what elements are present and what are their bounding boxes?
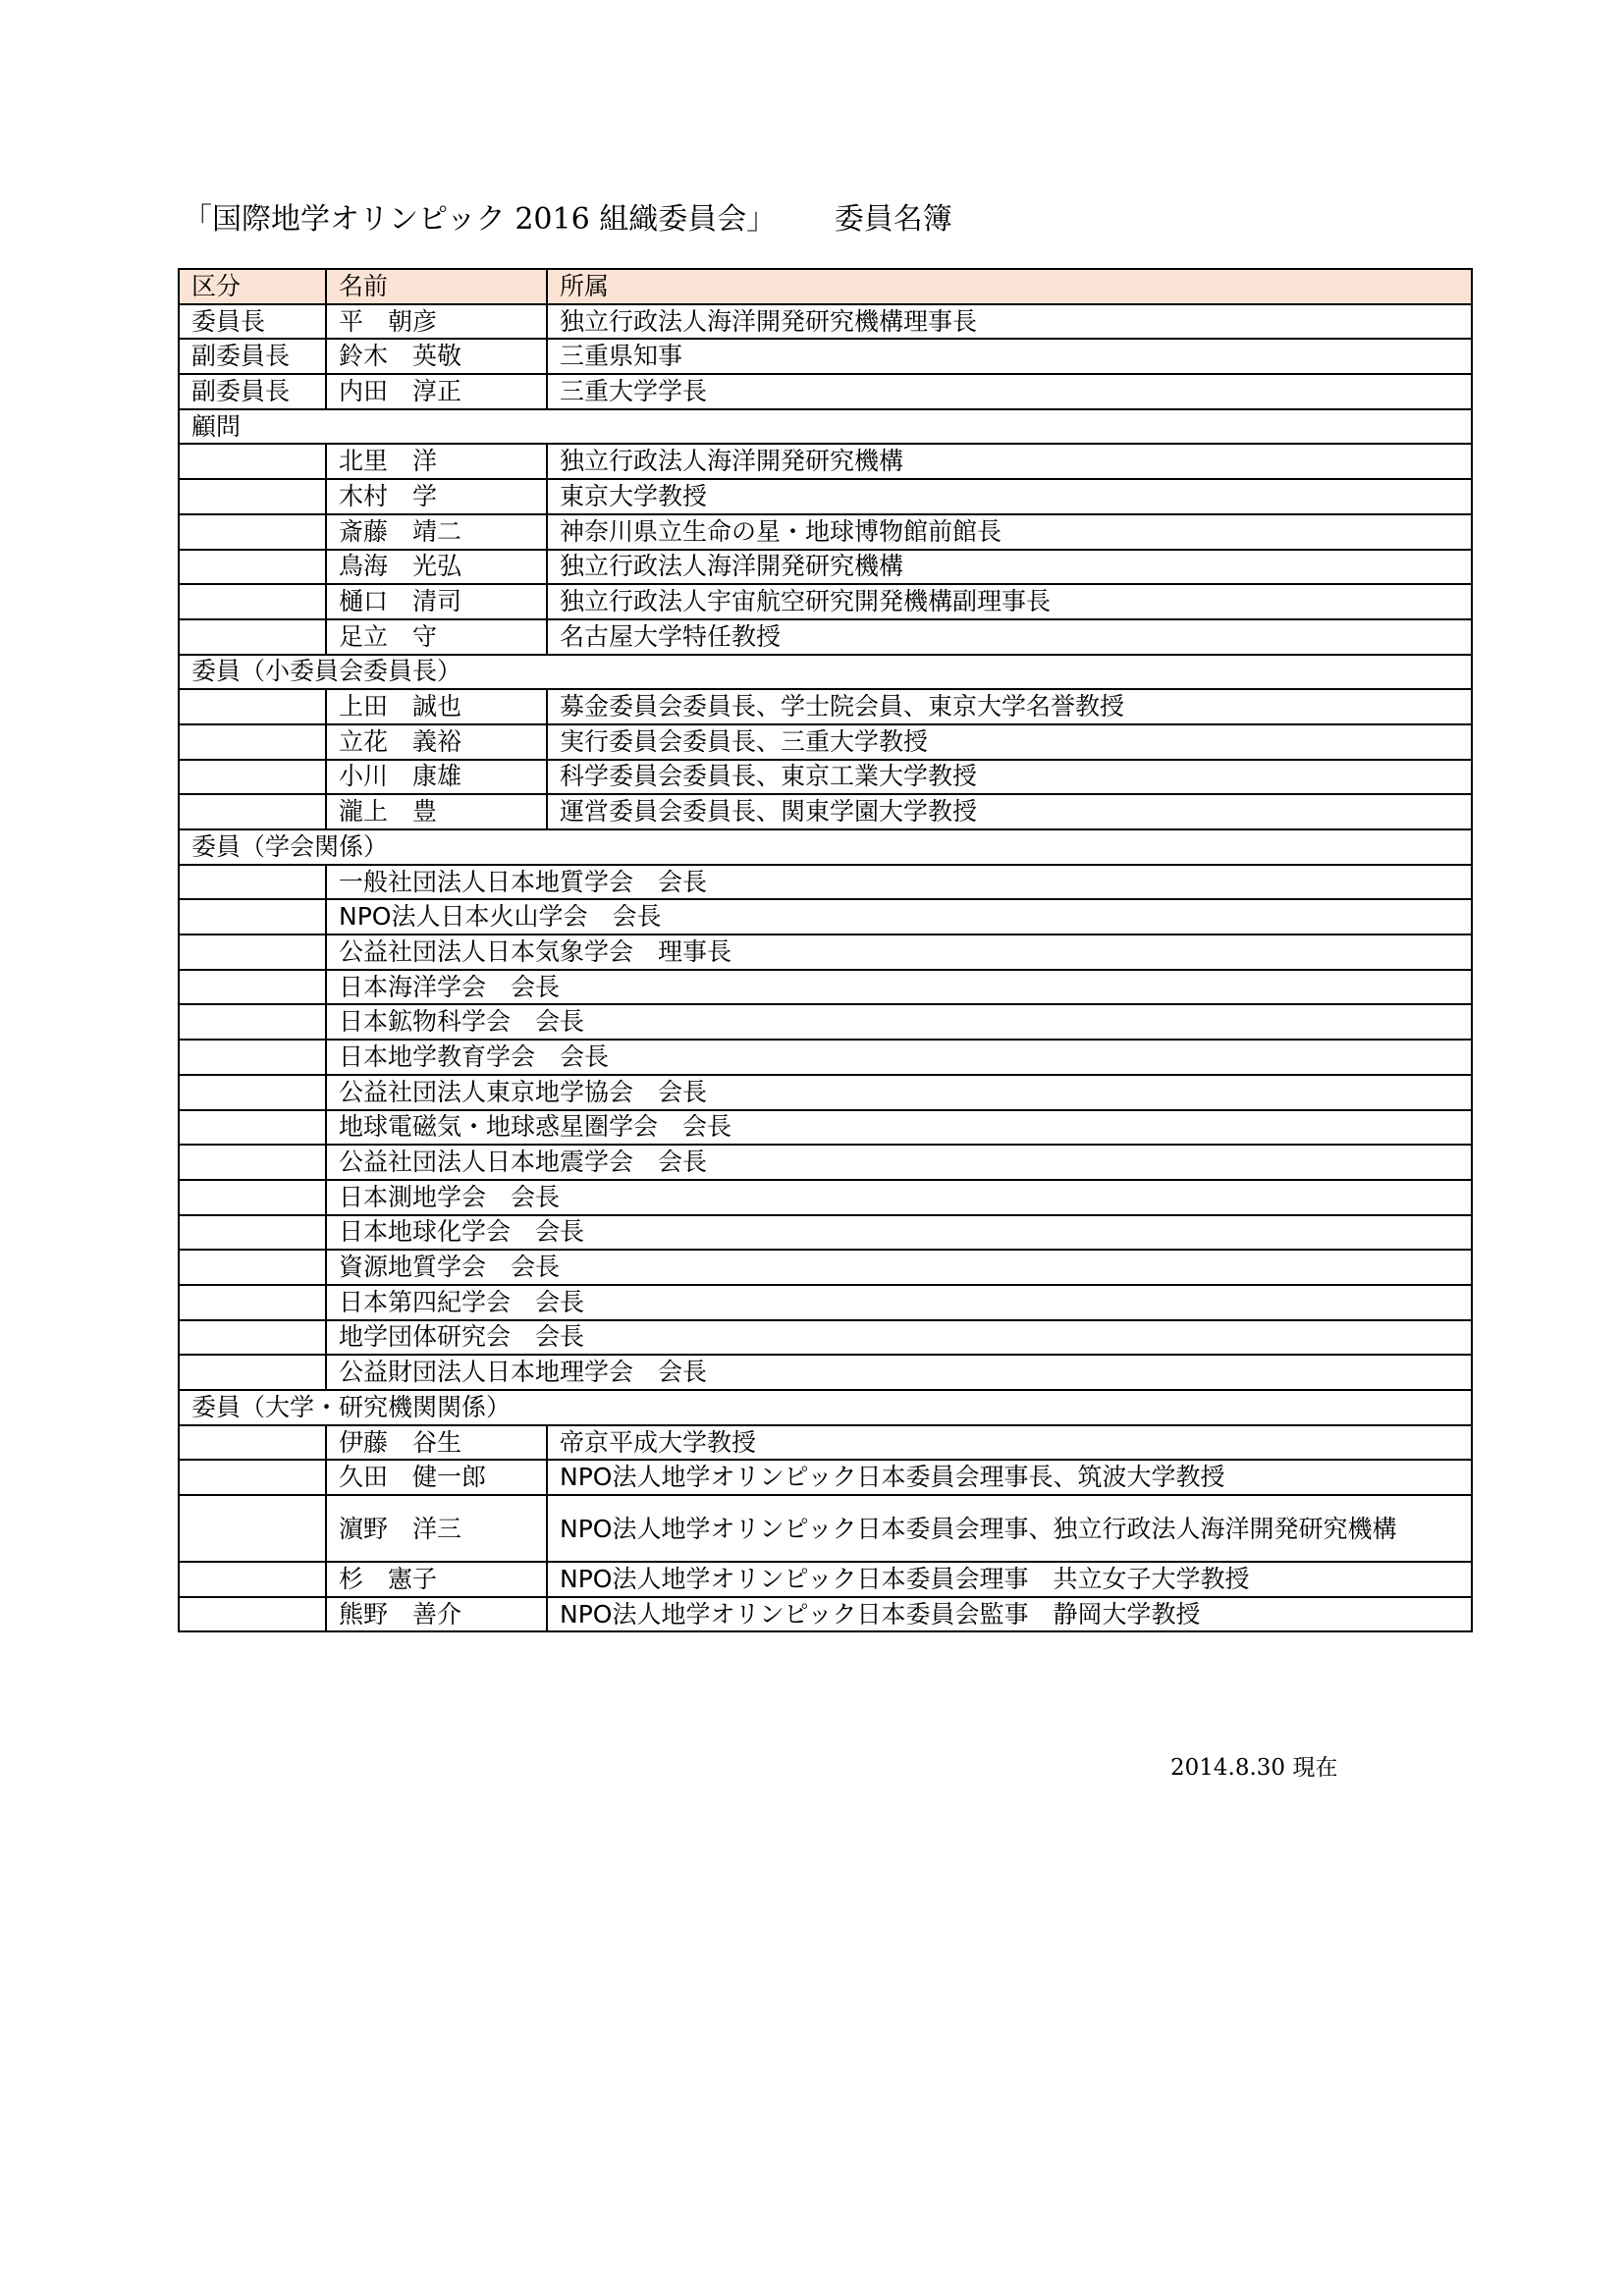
- member-affiliation: 名古屋大学特任教授: [547, 619, 1472, 655]
- society-category-empty: [179, 1180, 326, 1215]
- society-row: [179, 970, 1472, 1005]
- member-row: [179, 619, 1472, 655]
- section-header-row: [179, 409, 1472, 445]
- member-affiliation: 実行委員会委員長、三重大学教授: [547, 724, 1472, 760]
- society-name: 日本測地学会 会長: [326, 1180, 1472, 1215]
- member-row: [179, 339, 1472, 374]
- member-row: [179, 304, 1472, 340]
- member-row: [179, 1425, 1472, 1461]
- society-name: 日本鉱物科学会 会長: [326, 1004, 1472, 1040]
- section-label: 顧問: [179, 409, 1472, 445]
- member-affiliation: 独立行政法人海洋開発研究機構: [547, 550, 1472, 585]
- member-name: 足立 守: [326, 619, 547, 655]
- member-category: [179, 1460, 326, 1495]
- member-affiliation: 募金委員会委員長、学士院会員、東京大学名誉教授: [547, 689, 1472, 724]
- member-row: [179, 689, 1472, 724]
- section-label: 委員（小委員会委員長）: [179, 655, 1472, 690]
- member-row: [179, 444, 1472, 479]
- header-name: 名前: [326, 269, 547, 304]
- member-name: 上田 誠也: [326, 689, 547, 724]
- society-name: 一般社団法人日本地質学会 会長: [326, 865, 1472, 900]
- member-category: [179, 724, 326, 760]
- member-affiliation: 三重県知事: [547, 339, 1472, 374]
- section-header-row: [179, 829, 1472, 865]
- section-header-row: [179, 655, 1472, 690]
- society-name: 日本第四紀学会 会長: [326, 1285, 1472, 1320]
- member-name: 北里 洋: [326, 444, 547, 479]
- society-category-empty: [179, 865, 326, 900]
- member-affiliation: 独立行政法人宇宙航空研究開発機構副理事長: [547, 584, 1472, 619]
- society-category-empty: [179, 1320, 326, 1356]
- member-affiliation: 運営委員会委員長、関東学園大学教授: [547, 794, 1472, 829]
- society-name: 資源地質学会 会長: [326, 1250, 1472, 1285]
- member-row: [179, 1495, 1472, 1562]
- member-name: 内田 淳正: [326, 374, 547, 409]
- member-name: 鳥海 光弘: [326, 550, 547, 585]
- member-category: 委員長: [179, 304, 326, 340]
- member-affiliation: 帝京平成大学教授: [547, 1425, 1472, 1461]
- member-name: 濵野 洋三: [326, 1495, 547, 1562]
- society-row: [179, 934, 1472, 970]
- member-row: [179, 479, 1472, 514]
- society-category-empty: [179, 899, 326, 934]
- member-affiliation: 独立行政法人海洋開発研究機構: [547, 444, 1472, 479]
- society-name: 公益社団法人日本気象学会 理事長: [326, 934, 1472, 970]
- member-affiliation: 神奈川県立生命の星・地球博物館前館長: [547, 514, 1472, 550]
- member-name: 熊野 善介: [326, 1597, 547, 1632]
- member-name: 瀧上 豊: [326, 794, 547, 829]
- society-row: [179, 1004, 1472, 1040]
- member-name: 杉 憲子: [326, 1562, 547, 1597]
- member-row: [179, 374, 1472, 409]
- society-name: 公益社団法人東京地学協会 会長: [326, 1075, 1472, 1110]
- member-category: [179, 1495, 326, 1562]
- society-row: [179, 1040, 1472, 1075]
- society-row: [179, 1145, 1472, 1180]
- member-row: [179, 1597, 1472, 1632]
- member-affiliation: 三重大学学長: [547, 374, 1472, 409]
- member-name: 小川 康雄: [326, 760, 547, 795]
- member-name: 樋口 清司: [326, 584, 547, 619]
- society-category-empty: [179, 1215, 326, 1251]
- member-category: [179, 479, 326, 514]
- society-name: 公益社団法人日本地震学会 会長: [326, 1145, 1472, 1180]
- member-affiliation: NPO法人地学オリンピック日本委員会監事 静岡大学教授: [547, 1597, 1472, 1632]
- society-row: [179, 1320, 1472, 1356]
- member-name: 伊藤 谷生: [326, 1425, 547, 1461]
- society-row: [179, 899, 1472, 934]
- member-name: 久田 健一郎: [326, 1460, 547, 1495]
- society-category-empty: [179, 1145, 326, 1180]
- member-category: 副委員長: [179, 339, 326, 374]
- member-affiliation: NPO法人地学オリンピック日本委員会理事 共立女子大学教授: [547, 1562, 1472, 1597]
- title-main: 「国際地学オリンピック 2016 組織委員会」: [183, 202, 777, 237]
- as-of-date: 2014.8.30 現在: [1170, 1755, 1338, 1781]
- member-row: [179, 760, 1472, 795]
- member-category: [179, 1562, 326, 1597]
- member-category: [179, 760, 326, 795]
- member-row: [179, 1460, 1472, 1495]
- society-name: 日本海洋学会 会長: [326, 970, 1472, 1005]
- member-category: [179, 514, 326, 550]
- member-row: [179, 514, 1472, 550]
- member-row: [179, 1562, 1472, 1597]
- member-category: [179, 1425, 326, 1461]
- society-name: 公益財団法人日本地理学会 会長: [326, 1355, 1472, 1390]
- title-sub: 委員名簿: [834, 202, 952, 237]
- society-row: [179, 865, 1472, 900]
- society-category-empty: [179, 1355, 326, 1390]
- member-category: [179, 1597, 326, 1632]
- member-row: [179, 550, 1472, 585]
- society-name: 地学団体研究会 会長: [326, 1320, 1472, 1356]
- member-category: [179, 584, 326, 619]
- society-name: NPO法人日本火山学会 会長: [326, 899, 1472, 934]
- society-category-empty: [179, 1040, 326, 1075]
- section-label: 委員（大学・研究機関関係）: [179, 1390, 1472, 1425]
- committee-roster-table: [178, 268, 1473, 1632]
- member-row: [179, 724, 1472, 760]
- member-row: [179, 584, 1472, 619]
- society-category-empty: [179, 1250, 326, 1285]
- header-row: [179, 269, 1472, 304]
- member-name: 平 朝彦: [326, 304, 547, 340]
- document-title: [183, 194, 952, 238]
- header-affiliation: 所属: [547, 269, 1472, 304]
- society-row: [179, 1355, 1472, 1390]
- society-category-empty: [179, 1075, 326, 1110]
- member-affiliation: NPO法人地学オリンピック日本委員会理事、独立行政法人海洋開発研究機構: [547, 1495, 1472, 1562]
- member-category: [179, 444, 326, 479]
- society-row: [179, 1250, 1472, 1285]
- society-category-empty: [179, 1110, 326, 1146]
- member-affiliation: 科学委員会委員長、東京工業大学教授: [547, 760, 1472, 795]
- member-category: 副委員長: [179, 374, 326, 409]
- society-category-empty: [179, 934, 326, 970]
- section-header-row: [179, 1390, 1472, 1425]
- society-category-empty: [179, 970, 326, 1005]
- society-row: [179, 1215, 1472, 1251]
- member-row: [179, 794, 1472, 829]
- member-category: [179, 689, 326, 724]
- society-category-empty: [179, 1004, 326, 1040]
- section-label: 委員（学会関係）: [179, 829, 1472, 865]
- member-name: 斎藤 靖二: [326, 514, 547, 550]
- society-name: 日本地学教育学会 会長: [326, 1040, 1472, 1075]
- member-affiliation: NPO法人地学オリンピック日本委員会理事長、筑波大学教授: [547, 1460, 1472, 1495]
- society-row: [179, 1285, 1472, 1320]
- header-category: 区分: [179, 269, 326, 304]
- member-name: 木村 学: [326, 479, 547, 514]
- member-category: [179, 794, 326, 829]
- member-category: [179, 550, 326, 585]
- member-affiliation: 東京大学教授: [547, 479, 1472, 514]
- society-name: 日本地球化学会 会長: [326, 1215, 1472, 1251]
- member-affiliation: 独立行政法人海洋開発研究機構理事長: [547, 304, 1472, 340]
- society-row: [179, 1110, 1472, 1146]
- member-name: 鈴木 英敬: [326, 339, 547, 374]
- society-row: [179, 1180, 1472, 1215]
- member-category: [179, 619, 326, 655]
- member-name: 立花 義裕: [326, 724, 547, 760]
- society-row: [179, 1075, 1472, 1110]
- society-name: 地球電磁気・地球惑星圏学会 会長: [326, 1110, 1472, 1146]
- society-category-empty: [179, 1285, 326, 1320]
- roster-body: [179, 304, 1472, 1632]
